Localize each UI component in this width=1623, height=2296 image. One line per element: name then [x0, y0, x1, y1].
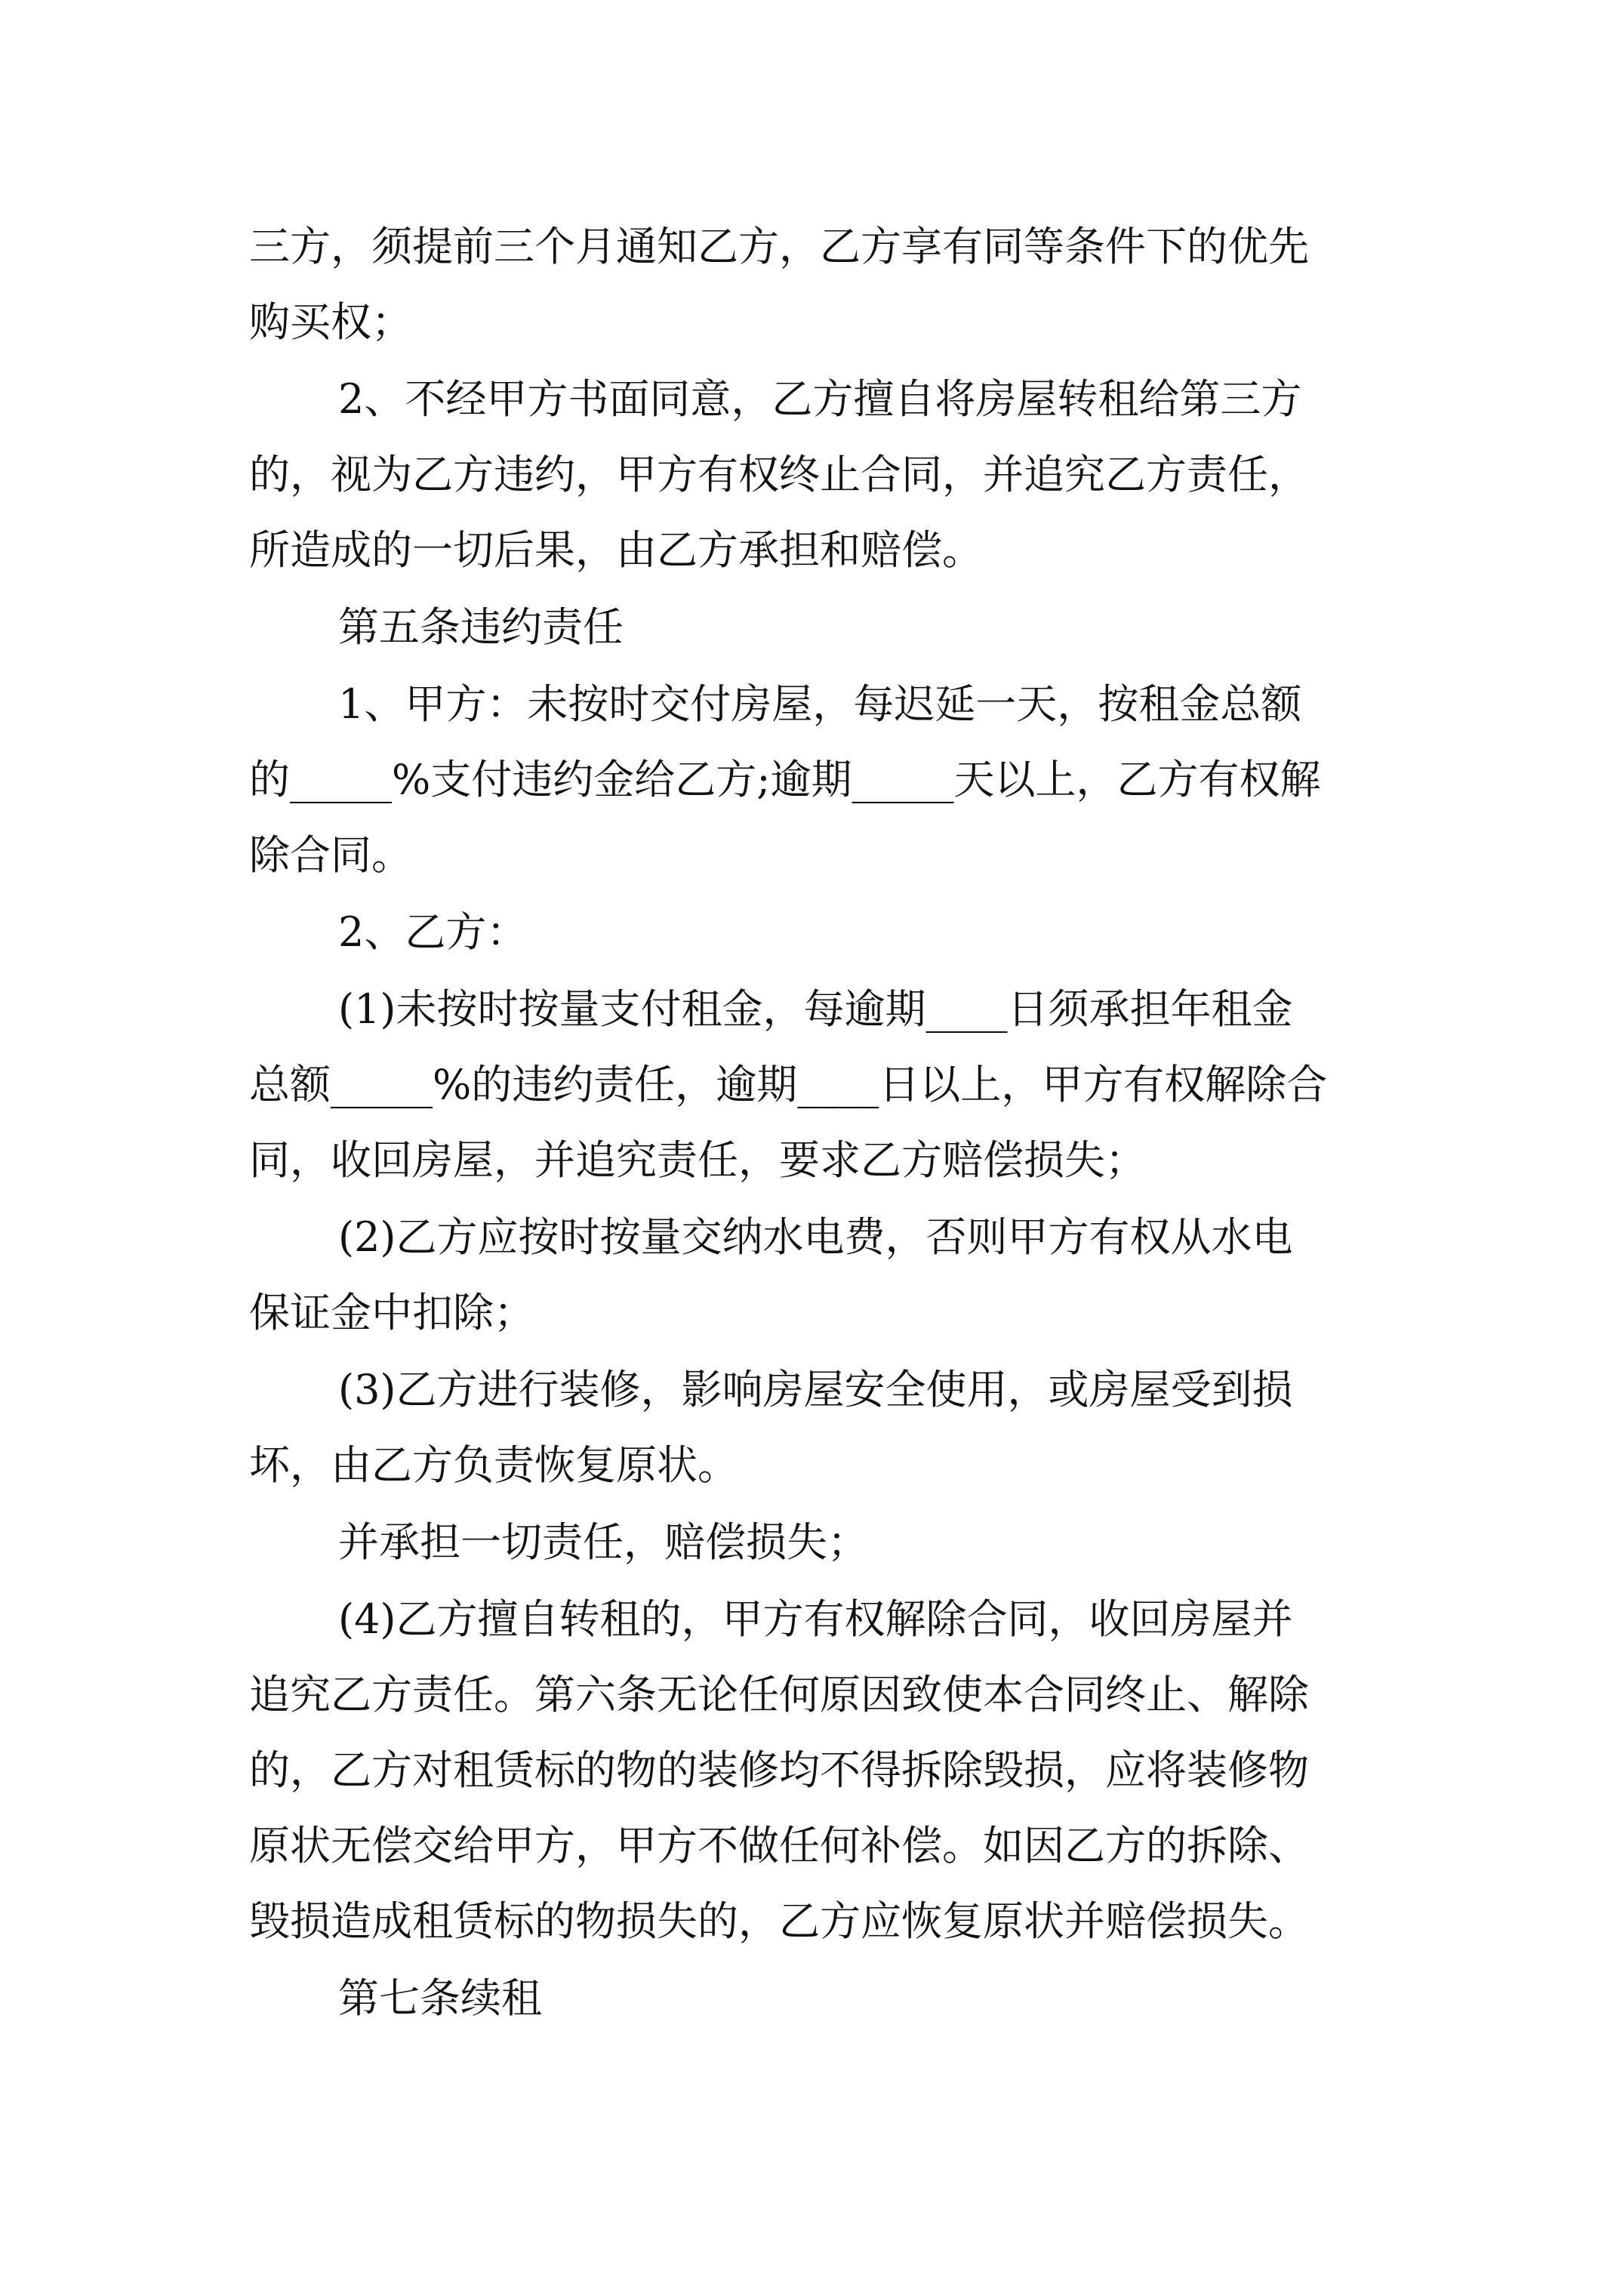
paragraph-line: 1、甲方：未按时交付房屋，每迟延一天，按租金总额 [338, 680, 1302, 728]
paragraph-line: (4)乙方擅自转租的，甲方有权解除合同，收回房屋并 [338, 1595, 1293, 1643]
text-line: 总额_____%的违约责任，逾期____日以上，甲方有权解除合 [249, 1061, 1328, 1108]
paragraph-line: (3)乙方进行装修，影响房屋安全使用，或房屋受到损 [338, 1366, 1293, 1413]
text-line: 同，收回房屋，并追究责任，要求乙方赔偿损失； [249, 1136, 1146, 1184]
text-line: 毁损造成租赁标的物损失的，乙方应恢复原状并赔偿损失。 [249, 1897, 1309, 1945]
section-heading: 第七条续租 [338, 1974, 542, 2022]
section-heading: 第五条违约责任 [338, 603, 624, 651]
paragraph-line: (1)未按时按量支付租金，每逾期____日须承担年租金 [338, 985, 1293, 1033]
text-line: 的，乙方对租赁标的物的装修均不得拆除毁损，应将装修物 [249, 1746, 1309, 1794]
text-line: 的，视为乙方违约，甲方有权终止合同，并追究乙方责任， [249, 451, 1309, 498]
text-line: 三方，须提前三个月通知乙方，乙方享有同等条件下的优先 [249, 223, 1309, 270]
paragraph-line: (2)乙方应按时按量交纳水电费，否则甲方有权从水电 [338, 1213, 1293, 1261]
text-line: 所造成的一切后果，由乙方承担和赔偿。 [249, 526, 983, 574]
text-line: 购买权； [249, 298, 412, 346]
text-line: 保证金中扣除； [249, 1289, 534, 1336]
paragraph-line: 2、不经甲方书面同意，乙方擅自将房屋转租给第三方 [338, 375, 1302, 423]
text-line: 追究乙方责任。第六条无论任何原因致使本合同终止、解除 [249, 1671, 1309, 1718]
text-line: 原状无偿交给甲方，甲方不做任何补偿。如因乙方的拆除、 [249, 1822, 1309, 1869]
text-line: 除合同。 [249, 831, 412, 879]
paragraph-line: 2、乙方： [338, 908, 528, 956]
paragraph-line: 并承担一切责任，赔偿损失； [338, 1518, 868, 1566]
text-line: 的_____%支付违约金给乙方;逾期_____天以上，乙方有权解 [249, 756, 1321, 803]
text-line: 坏，由乙方负责恢复原状。 [249, 1441, 738, 1489]
